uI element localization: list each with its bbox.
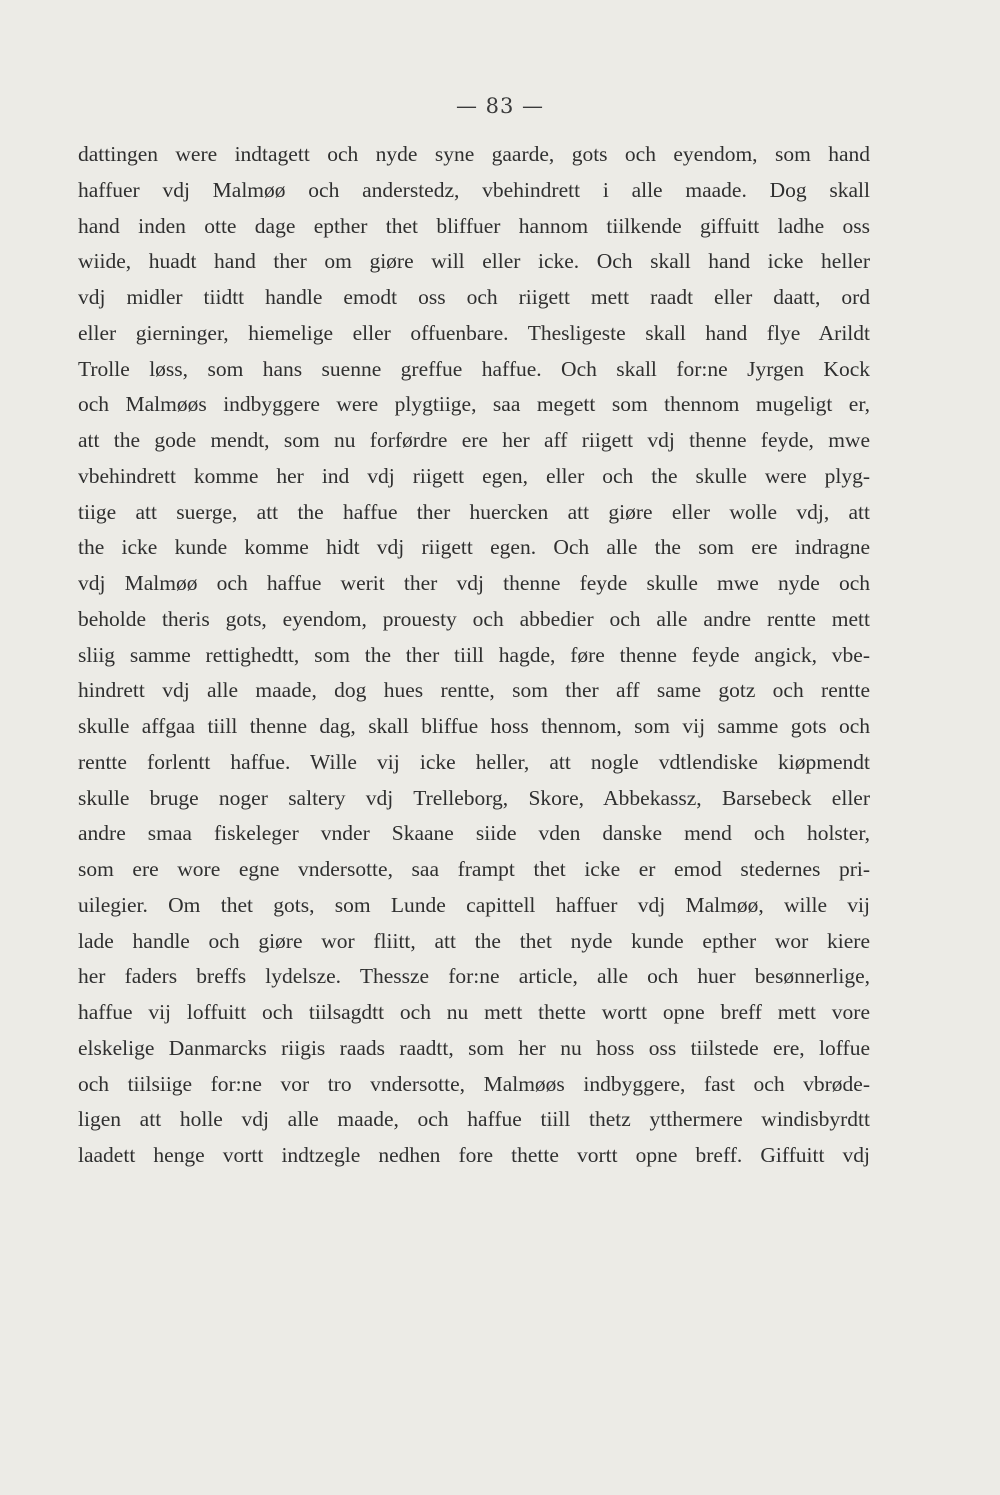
text-line: vdj midler tiidtt handle emodt oss och riigett mett raadt eller daatt, ord — [78, 285, 870, 309]
text-line: hindrett vdj alle maade, dog hues rentte, som ther aff same gotz och rentte — [78, 678, 870, 703]
text-line: wiide, huadt hand ther om giøre will eller icke. Och skall hand icke heller — [78, 249, 870, 274]
text-line: skulle affgaa tiill thenne dag, skall bliffue hoss thennom, som vij samme gots och — [78, 714, 870, 738]
text-line: lade handle och giøre wor fliitt, att the thet nyde kunde epther wor kiere — [78, 928, 870, 953]
page-number: — 83 — — [455, 94, 545, 118]
text-line: haffue vij loffuitt och tiilsagdtt och nu mett thette wortt opne breff mett vore — [78, 1000, 870, 1024]
text-line: her faders breffs lydelsze. Thessze for:ne article, alle och huer besønnerlige, — [78, 964, 870, 989]
text-line: sliig samme rettighedtt, som the ther tiill hagde, føre thenne feyde angick, vbe- — [78, 642, 870, 667]
text-line: beholde theris gots, eyendom, prouesty och abbedier och alle andre rentte mett — [78, 606, 870, 631]
text-line: haffuer vdj Malmøø och anderstedz, vbehindrett i alle maade. Dog skall — [78, 177, 870, 202]
text-line: eller gierninger, hiemelige eller offuenbare. Thesligeste skall hand flye Arildt — [78, 320, 870, 345]
text-line: hand inden otte dage epther thet bliffuer hannom tiilkende giffuitt ladhe oss — [78, 213, 870, 238]
text-line: vdj Malmøø och haffue werit ther vdj thenne feyde skulle mwe nyde och — [78, 571, 870, 595]
text-line: vbehindrett komme her ind vdj riigett egen, eller och the skulle were plyg- — [78, 463, 870, 488]
text-line: elskelige Danmarcks riigis raads raadtt, som her nu hoss oss tiilstede ere, loffue — [78, 1035, 870, 1060]
text-line: och Malmøøs indbyggere were plygtiige, saa megett som thennom mugeligt er, — [78, 392, 870, 417]
text-line: Trolle løss, som hans suenne greffue haffue. Och skall for:ne Jyrgen Kock — [78, 356, 870, 381]
text-line: rentte forlentt haffue. Wille vij icke heller, att nogle vdtlendiske kiøpmendt — [78, 749, 870, 774]
text-line: som ere wore egne vndersotte, saa frampt thet icke er emod stedernes pri- — [78, 857, 870, 881]
text-line: och tiilsiige for:ne vor tro vndersotte, Malmøøs indbyggere, fast och vbrøde- — [78, 1071, 870, 1096]
text-line: dattingen were indtagett och nyde syne gaarde, gots och eyendom, som hand — [78, 142, 870, 166]
text-line: uilegier. Om thet gots, som Lunde capittell haffuer vdj Malmøø, wille vij — [78, 892, 870, 917]
text-line: skulle bruge noger saltery vdj Trelleborg, Skore, Abbekassz, Barsebeck eller — [78, 785, 870, 810]
text-line: tiige att suerge, att the haffue ther huercken att giøre eller wolle vdj, att — [78, 499, 870, 524]
text-line: the icke kunde komme hidt vdj riigett egen. Och alle the som ere indragne — [78, 535, 870, 560]
text-line: att the gode mendt, som nu forførdre ere her aff riigett vdj thenne feyde, mwe — [78, 428, 870, 452]
body-text — [78, 137, 870, 1174]
text-line: laadett henge vortt indtzegle nedhen fore thette vortt opne breff. Giffuitt vdj — [78, 1143, 870, 1167]
text-line: andre smaa fiskeleger vnder Skaane siide vden danske mend och holster, — [78, 821, 870, 846]
text-line: ligen att holle vdj alle maade, och haffue tiill thetz ytthermere windisbyrdtt — [78, 1107, 870, 1132]
